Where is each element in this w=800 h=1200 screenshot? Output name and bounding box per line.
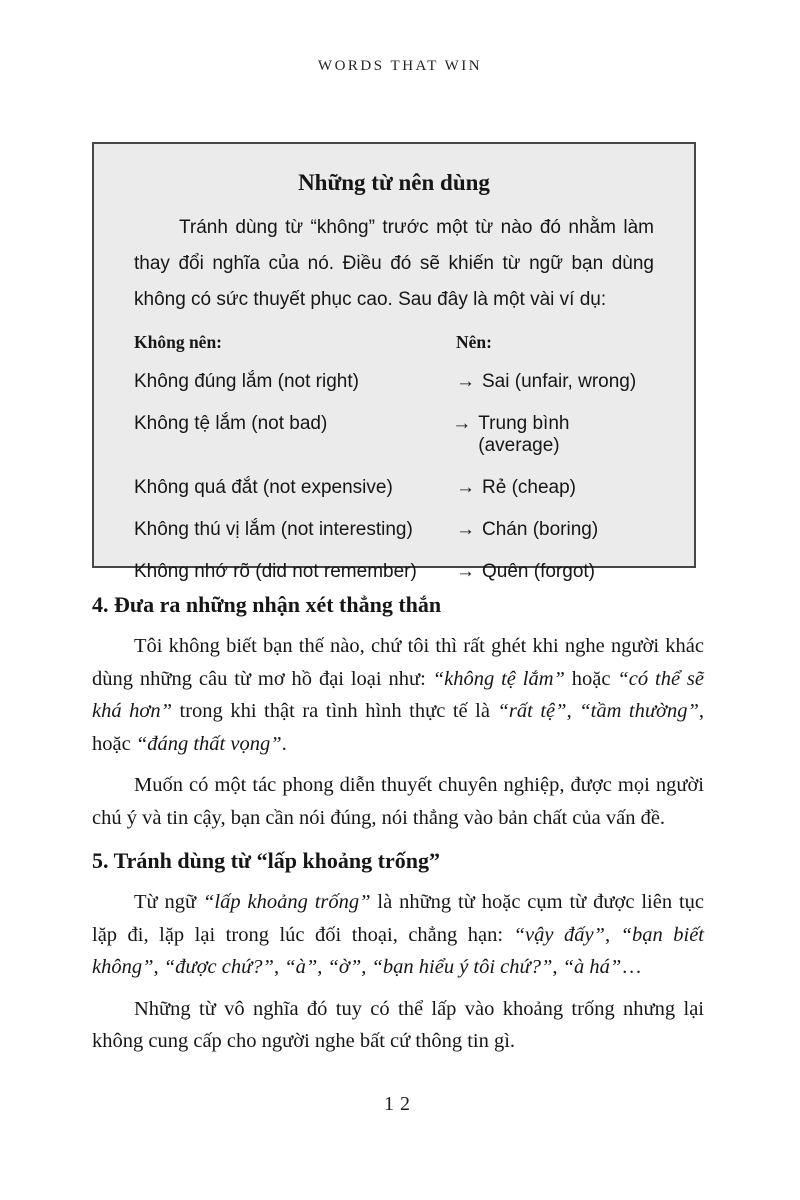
quoted-phrase: “được chứ?” xyxy=(163,956,274,978)
text-run: , xyxy=(317,956,328,978)
arrow-icon: → xyxy=(456,519,475,540)
paragraph xyxy=(92,769,704,834)
avoid-phrase: Không tệ lắm (not bad) xyxy=(134,413,328,434)
quoted-phrase: “bạn biết không” xyxy=(92,923,704,978)
quoted-phrase: “đáng thất vọng” xyxy=(135,732,282,755)
section-heading-5: 5. Tránh dùng từ “lấp khoảng trống” xyxy=(92,848,440,873)
text-run: . xyxy=(281,732,287,755)
text-run: , xyxy=(604,923,621,946)
quoted-phrase: “à há” xyxy=(562,956,622,978)
word-usage-callout-box xyxy=(92,142,696,582)
quoted-phrase: “vậy đấy” xyxy=(513,923,605,946)
text-run: , xyxy=(153,956,164,978)
arrow-icon: → xyxy=(456,561,475,582)
quoted-phrase: “có thể sẽ khá hơn” xyxy=(92,667,705,722)
text-run: , xyxy=(566,700,580,722)
use-phrase: Trung bình (average) xyxy=(478,413,570,456)
text-run: , hoặc xyxy=(92,700,704,755)
text-run: Những từ vô nghĩa đó tuy có thể lấp vào khoảng trống nhưng lại không cung cấp cho người nghe bất cứ thông tin gì. xyxy=(92,997,704,1052)
quoted-phrase: “rất tệ” xyxy=(497,700,567,722)
text-run: , xyxy=(361,956,372,978)
text-run: là những từ hoặc cụm từ được liên tục lặp đi, lặp lại trong lúc đối thoại, chẳng hạn: xyxy=(92,891,704,946)
quoted-phrase: “bạn hiểu ý tôi chứ?” xyxy=(371,956,553,978)
table-row xyxy=(134,561,654,583)
text-run: , xyxy=(552,956,563,978)
use-phrase: Quên (forgot) xyxy=(482,561,595,582)
paragraph xyxy=(92,993,704,1058)
arrow-icon: → xyxy=(456,477,475,498)
use-phrase: Rẻ (cheap) xyxy=(482,477,576,498)
avoid-phrase: Không quá đắt (not expensive) xyxy=(134,477,393,498)
word-table xyxy=(134,371,654,583)
paragraph xyxy=(92,886,704,984)
quoted-phrase: “không tệ lắm” xyxy=(432,667,565,690)
arrow-icon: → xyxy=(456,371,475,392)
page-number: 12 xyxy=(384,1093,416,1115)
avoid-phrase: Không thú vị lắm (not interesting) xyxy=(134,519,413,540)
text-run: Tôi không biết bạn thế nào, chứ tôi thì rất ghét khi nghe người khác dùng những câu từ mơ hồ đại loại như: xyxy=(92,635,704,690)
avoid-phrase: Không nhớ rõ (did not remember) xyxy=(134,561,417,582)
callout-intro: Tránh dùng từ “không” trước một từ nào đó nhằm làm thay đổi nghĩa của nó. Điều đó sẽ khiến từ ngữ bạn dùng không có sức thuyết phục cao. Sau đây là một vài ví dụ: xyxy=(134,217,654,310)
quoted-phrase: “lấp khoảng trống” xyxy=(203,891,371,913)
use-phrase: Chán (boring) xyxy=(482,519,599,540)
section-heading-4: 4. Đưa ra những nhận xét thẳng thắn xyxy=(92,592,442,617)
table-row xyxy=(134,477,654,499)
column-header-use: Nên: xyxy=(456,332,492,352)
arrow-icon: → xyxy=(452,413,472,434)
body-text xyxy=(92,592,704,1067)
running-title: WORDS THAT WIN xyxy=(317,58,483,74)
text-run: … xyxy=(621,956,642,978)
text-run: trong khi thật ra tình hình thực tế là xyxy=(171,700,498,722)
text-run: Từ ngữ xyxy=(134,891,203,913)
column-header-avoid: Không nên: xyxy=(134,332,223,352)
text-run: , xyxy=(273,956,285,978)
avoid-phrase: Không đúng lắm (not right) xyxy=(134,371,359,392)
table-row xyxy=(134,519,654,541)
paragraph xyxy=(92,630,704,760)
callout-title: Những từ nên dùng xyxy=(298,170,490,195)
word-table-header-row xyxy=(134,332,654,353)
table-row xyxy=(134,413,654,457)
quoted-phrase: “ờ” xyxy=(327,956,362,978)
text-run: Muốn có một tác phong diễn thuyết chuyên nghiệp, được mọi người chú ý và tin cậy, bạn cần nói đúng, nói thẳng vào bản chất của vấn đề. xyxy=(92,774,704,829)
quoted-phrase: “tầm thường” xyxy=(579,700,699,722)
use-phrase: Sai (unfair, wrong) xyxy=(482,371,637,392)
text-run: hoặc xyxy=(564,667,618,690)
table-row xyxy=(134,371,654,393)
quoted-phrase: “à” xyxy=(284,956,318,978)
